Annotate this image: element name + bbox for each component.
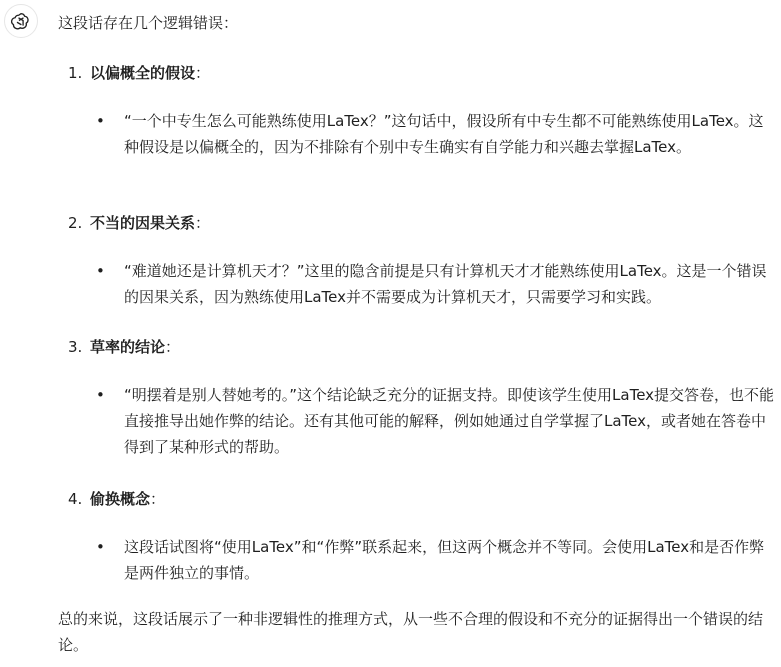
list-item-colon: ： <box>150 490 166 508</box>
list-item-4-bullet <box>96 534 776 586</box>
list-number: 4. <box>68 490 83 508</box>
list-item-title: 不当的因果关系 <box>90 214 196 232</box>
list-item-title: 偷换概念 <box>90 490 151 508</box>
list-item-1-heading <box>68 60 210 86</box>
bullet-text: “一个中专生怎么可能熟练使用LaTex？”这句话中，假设所有中专生都不可能熟练使用LaTex。这种假设是以偏概全的，因为不排除有个别中专生确实有自学能力和兴趣去掌握LaTex。 <box>124 112 764 156</box>
list-item-colon: ： <box>195 214 211 232</box>
bullet-text: “明摆着是别人替她考的。”这个结论缺乏充分的证据支持。即使该学生使用LaTex提交答卷，也不能直接推导出她作弊的结论。还有其他可能的解释，例如她通过自学掌握了LaTex，或者她在答卷中得到了某种形式的帮助。 <box>124 386 775 456</box>
list-number: 1. <box>68 64 83 82</box>
bullet-dot: • <box>96 262 105 280</box>
bullet-text: “难道她还是计算机天才？”这里的隐含前提是只有计算机天才才能熟练使用LaTex。这是一个错误的因果关系，因为熟练使用LaTex并不需要成为计算机天才，只需要学习和实践。 <box>124 262 767 306</box>
list-item-title: 草率的结论 <box>90 338 166 356</box>
list-item-4-heading <box>68 486 165 512</box>
list-item-3-heading <box>68 334 180 360</box>
list-item-2-bullet <box>96 258 776 310</box>
list-item-title: 以偏概全的假设 <box>90 64 196 82</box>
bullet-dot: • <box>96 112 105 130</box>
list-item-2-heading <box>68 210 210 236</box>
list-item-colon: ： <box>195 64 211 82</box>
message-conclusion: 总的来说，这段话展示了一种非逻辑性的推理方式，从一些不合理的假设和不充分的证据得出一个错误的结论。 <box>58 610 764 654</box>
openai-logo-icon <box>11 11 31 31</box>
bullet-dot: • <box>96 386 105 404</box>
message-intro: 这段话存在几个逻辑错误： <box>58 14 239 32</box>
assistant-avatar <box>4 4 38 38</box>
list-item-3-bullet <box>96 382 776 460</box>
list-item-1-bullet <box>96 108 776 160</box>
list-number: 3. <box>68 338 83 356</box>
list-item-colon: ： <box>165 338 181 356</box>
bullet-text: 这段话试图将“使用LaTex”和“作弊”联系起来，但这两个概念并不等同。会使用LaTex和是否作弊是两件独立的事情。 <box>124 538 765 582</box>
list-number: 2. <box>68 214 83 232</box>
bullet-dot: • <box>96 538 105 556</box>
